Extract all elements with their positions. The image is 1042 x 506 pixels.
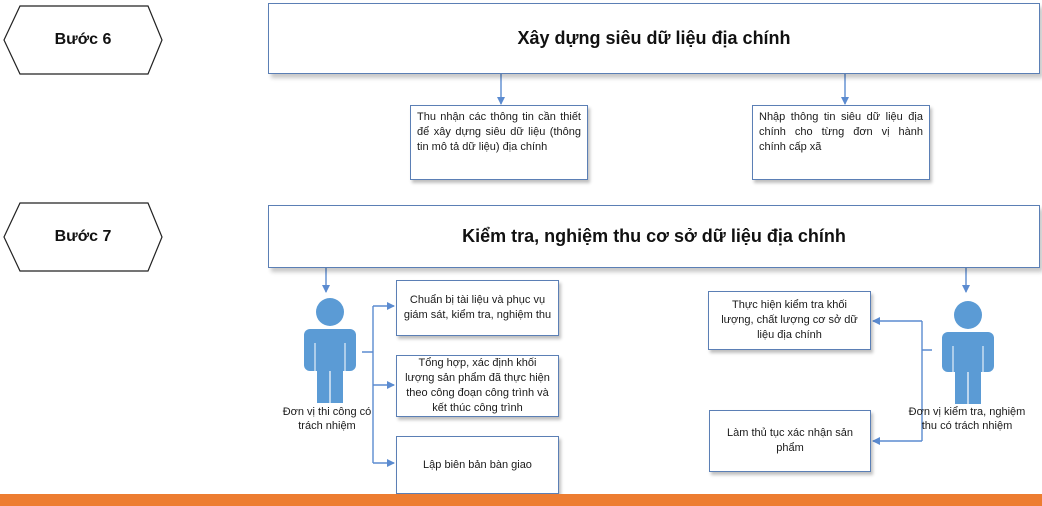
- left-bracket: [362, 306, 373, 463]
- step-6-label: Bước 6: [54, 31, 112, 48]
- step-6-tag: [2, 4, 164, 76]
- left-task-box-1: [396, 280, 559, 336]
- person-icon: [940, 300, 996, 404]
- step-6-left-box: [410, 105, 588, 180]
- step-7-title: Kiểm tra, nghiệm thu cơ sở dữ liệu địa chính: [462, 226, 846, 246]
- right-task-text-2: Làm thủ tục xác nhận sản phẩm: [727, 427, 853, 454]
- left-task-box-3: [396, 436, 559, 494]
- bottom-accent-bar: [0, 494, 1042, 506]
- step-6-right-text: Nhập thông tin siêu dữ liệu địa chính cho từng đơn vị hành chính cấp xã: [759, 111, 923, 153]
- step-6-right-box: [752, 105, 930, 180]
- left-task-text-1: Chuẩn bị tài liệu và phục vụ giám sát, kiểm tra, nghiệm thu: [403, 294, 552, 321]
- right-task-box-2: [709, 410, 871, 472]
- step-7-tag: [2, 201, 164, 273]
- right-person-label-text: Đơn vị kiểm tra, nghiệm thu có trách nhiệm: [908, 406, 1026, 432]
- person-icon: [302, 297, 358, 403]
- right-person-label: [902, 405, 1032, 433]
- step-6-title-box: [268, 3, 1040, 74]
- left-task-text-3: Lập biên bản bàn giao: [423, 458, 532, 471]
- step-7-title-box: [268, 205, 1040, 268]
- step-7-label: Bước 7: [54, 228, 112, 245]
- step-6-left-text: Thu nhận các thông tin cần thiết để xây dựng siêu dữ liệu (thông tin mô tả dữ liệu) địa chính: [417, 111, 581, 153]
- right-task-box-1: [708, 291, 871, 350]
- right-task-text-1: Thực hiện kiểm tra khối lượng, chất lượng cơ sở dữ liệu địa chính: [721, 299, 858, 341]
- left-person-label-text: Đơn vị thi công có trách nhiệm: [282, 406, 372, 432]
- left-person-label: [272, 405, 382, 433]
- step-6-title: Xây dựng siêu dữ liệu địa chính: [517, 28, 791, 48]
- left-task-text-2: Tổng hợp, xác định khối lượng sản phẩm đã thực hiện theo công đoạn công trình và kết thúc công trình: [405, 357, 550, 414]
- left-task-box-2: [396, 355, 559, 417]
